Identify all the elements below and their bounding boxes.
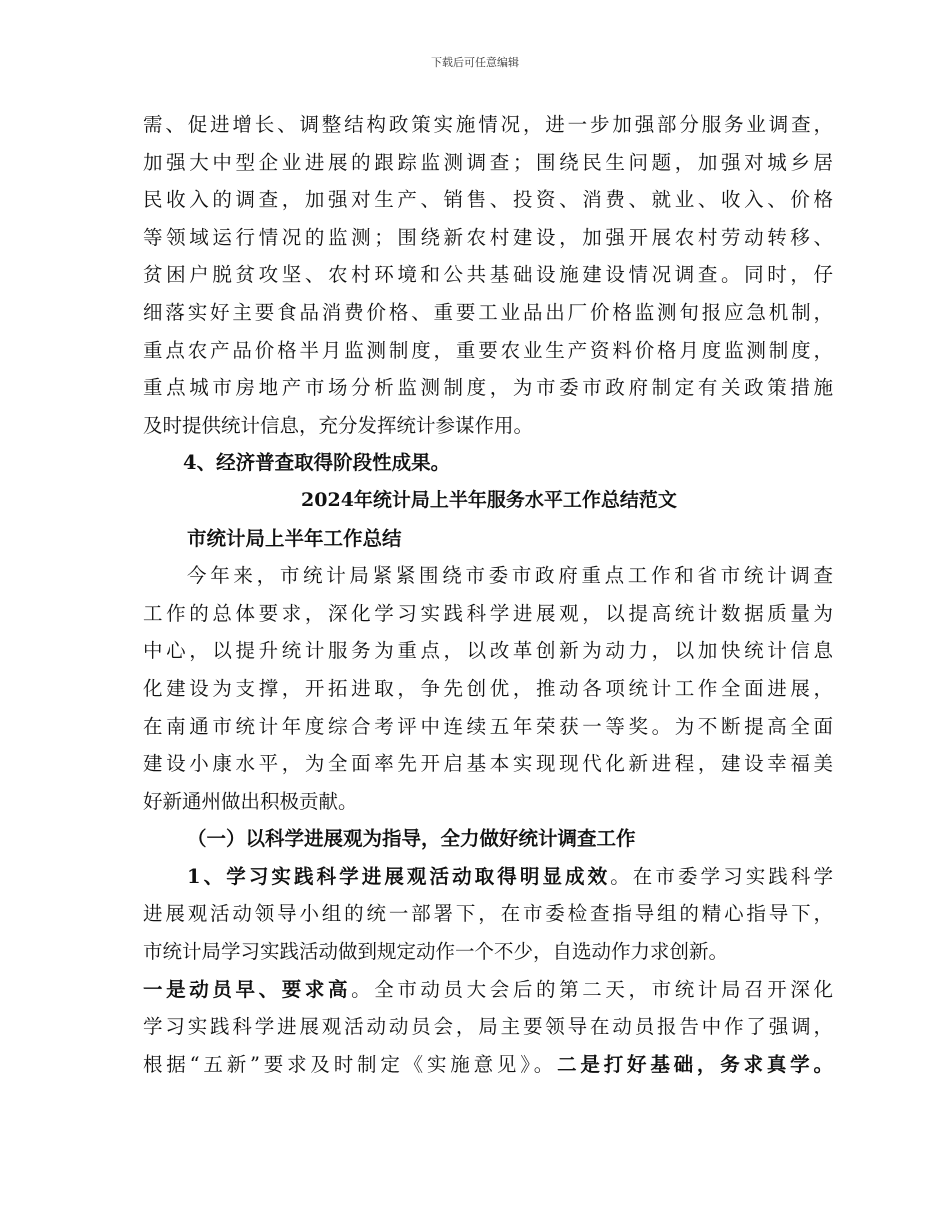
paragraph-line: 市统计局学习实践活动做到规定动作一个不少，自选动作力求创新。 bbox=[143, 940, 729, 964]
paragraph-line bbox=[143, 971, 833, 1009]
document-body bbox=[143, 106, 833, 1083]
paragraph-line: 等领域运行情况的监测；围绕新农村建设，加强开展农村劳动转移、 bbox=[143, 225, 833, 249]
inline-text: 根据“五新”要求及时制定《实施意见》。 bbox=[143, 1052, 558, 1076]
paragraph-line: 进展观活动领导小组的统一部署下，在市委检查指导组的精心指导下， bbox=[143, 902, 833, 926]
paragraph-line: 重点城市房地产市场分析监测制度，为市委市政府制定有关政策措施 bbox=[143, 376, 833, 400]
inline-bold-text: 二是打好基础，务求真学。 bbox=[557, 1052, 833, 1076]
section-heading: （一）以科学进展观为指导，全力做好统计调查工作 bbox=[187, 827, 636, 851]
section-heading: 4、经济普查取得阶段性成果。 bbox=[183, 451, 451, 475]
paragraph-line: 细落实好主要食品消费价格、重要工业品出厂价格监测旬报应急机制， bbox=[143, 300, 833, 324]
paragraph-line: 民收入的调查，加强对生产、销售、投资、消费、就业、收入、价格 bbox=[143, 188, 833, 212]
paragraph-line: 中心，以提升统计服务为重点，以改革创新为动力，以加快统计信息 bbox=[143, 639, 833, 663]
paragraph-line: 加强大中型企业进展的跟踪监测调查；围绕民生问题，加强对城乡居 bbox=[143, 150, 833, 174]
paragraph-line bbox=[143, 858, 833, 896]
paragraph-line: 学习实践科学进展观活动动员会，局主要领导在动员报告中作了强调， bbox=[143, 1015, 833, 1039]
inline-text: 。在市委学习实践科学 bbox=[610, 864, 833, 888]
paragraph-line bbox=[143, 1046, 833, 1084]
paragraph-line: 建设小康水平，为全面率先开启基本实现现代化新进程，建设幸福美 bbox=[143, 752, 833, 776]
paragraph-line: 化建设为支撑，开拓进取，争先创优，推动各项统计工作全面进展， bbox=[143, 676, 833, 700]
paragraph-line: 重点农产品价格半月监测制度，重要农业生产资料价格月度监测制度， bbox=[143, 338, 833, 362]
inline-bold-text: 一是动员早、要求高 bbox=[143, 977, 352, 1001]
document-title: 2024年统计局上半年服务水平工作总结范文 bbox=[301, 488, 677, 511]
paragraph-line: 及时提供统计信息，充分发挥统计参谋作用。 bbox=[143, 413, 534, 437]
paragraph-line: 好新通州做出积极贡献。 bbox=[143, 789, 358, 813]
paragraph-line: 在南通市统计年度综合考评中连续五年荣获一等奖。为不断提高全面 bbox=[143, 714, 833, 738]
paragraph-line: 工作的总体要求，深化学习实践科学进展观，以提高统计数据质量为 bbox=[143, 601, 833, 625]
page-header: 下载后可任意编辑 bbox=[431, 56, 519, 69]
item-heading: 1、学习实践科学进展观活动取得明显成效 bbox=[187, 864, 611, 888]
paragraph-line: 贫困户脱贫攻坚、农村环境和公共基础设施建设情况调查。同时，仔 bbox=[143, 263, 833, 287]
paragraph-line: 需、促进增长、调整结构政策实施情况，进一步加强部分服务业调查， bbox=[143, 113, 833, 136]
document-subtitle: 市统计局上半年工作总结 bbox=[187, 526, 402, 550]
inline-text: 。全市动员大会后的第二天，市统计局召开深化 bbox=[351, 977, 833, 1001]
paragraph-line: 今年来，市统计局紧紧围绕市委市政府重点工作和省市统计调查 bbox=[187, 564, 833, 588]
